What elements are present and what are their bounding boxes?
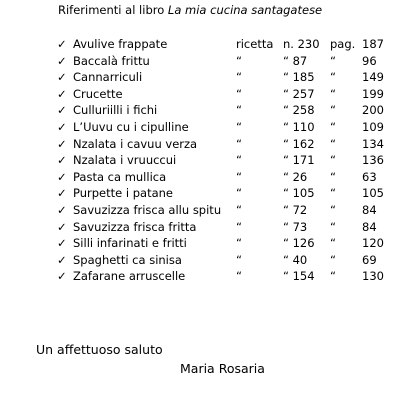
check-icon: ✓ xyxy=(57,269,67,284)
recipe-number: “ 171 xyxy=(283,153,315,168)
recipe-col-3: ricetta xyxy=(236,37,274,51)
recipe-title: Pasta ca mullica xyxy=(73,169,167,184)
recipe-page: 199 xyxy=(362,86,384,101)
recipe-number: “ 73 xyxy=(283,219,308,234)
recipe-col-5: “ xyxy=(330,202,336,217)
check-icon: ✓ xyxy=(57,136,67,151)
recipe-page: 187 xyxy=(362,37,384,51)
recipe-number: “ 257 xyxy=(283,86,315,101)
recipe-page: 134 xyxy=(362,136,384,151)
recipe-title: Savuzizza frisca fritta xyxy=(73,219,197,234)
recipe-page: 96 xyxy=(362,53,377,68)
closing-greeting: Un affettuoso saluto xyxy=(36,342,163,357)
recipe-title: Cannarriculi xyxy=(73,70,143,85)
recipe-col-3: “ xyxy=(236,169,242,184)
recipe-number: “ 154 xyxy=(283,269,315,284)
recipe-row xyxy=(0,152,405,169)
recipe-col-5: “ xyxy=(330,86,336,101)
recipe-number: “ 126 xyxy=(283,236,315,251)
recipe-row xyxy=(0,53,405,70)
recipe-row xyxy=(0,235,405,252)
recipe-number: “ 258 xyxy=(283,103,315,118)
recipe-title: Savuzizza frisca allu spitu xyxy=(73,202,222,217)
check-icon: ✓ xyxy=(57,252,67,267)
recipe-col-5: “ xyxy=(330,153,336,168)
recipe-row xyxy=(0,219,405,236)
recipe-col-3: “ xyxy=(236,86,242,101)
recipe-title: Silli infarinati e fritti xyxy=(73,236,187,251)
recipe-page: 130 xyxy=(362,269,384,284)
recipe-number: “ 162 xyxy=(283,136,315,151)
recipe-page: 63 xyxy=(362,169,377,184)
check-icon: ✓ xyxy=(57,103,67,118)
recipe-row xyxy=(0,268,405,285)
recipe-col-5: “ xyxy=(330,53,336,68)
check-icon: ✓ xyxy=(57,219,67,234)
recipe-number: n. 230 xyxy=(283,37,320,51)
recipe-col-5: pag. xyxy=(330,37,356,51)
recipe-number: “ 105 xyxy=(283,186,315,201)
recipe-number: “ 40 xyxy=(283,252,308,267)
recipe-col-5: “ xyxy=(330,136,336,151)
recipe-row xyxy=(0,252,405,269)
check-icon: ✓ xyxy=(57,119,67,134)
check-icon: ✓ xyxy=(57,70,67,85)
recipe-page: 120 xyxy=(362,236,384,251)
recipe-page: 69 xyxy=(362,252,377,267)
recipe-col-5: “ xyxy=(330,169,336,184)
recipe-col-3: “ xyxy=(236,252,242,267)
recipe-row xyxy=(0,169,405,186)
recipe-title: Zafarane arruscelle xyxy=(73,269,186,284)
recipe-col-3: “ xyxy=(236,202,242,217)
recipe-col-3: “ xyxy=(236,186,242,201)
recipe-title: Crucette xyxy=(73,86,123,101)
recipe-col-5: “ xyxy=(330,269,336,284)
check-icon: ✓ xyxy=(57,86,67,101)
check-icon: ✓ xyxy=(57,202,67,217)
heading-prefix: Riferimenti al libro xyxy=(58,3,165,17)
recipe-page: 84 xyxy=(362,202,377,217)
recipe-title: Baccalà frittu xyxy=(73,53,150,68)
recipe-col-3: “ xyxy=(236,219,242,234)
recipe-row xyxy=(0,102,405,119)
recipe-row xyxy=(0,185,405,202)
recipe-title: Culluriilli i fichi xyxy=(73,103,158,118)
recipe-col-5: “ xyxy=(330,252,336,267)
recipe-page: 200 xyxy=(362,103,384,118)
recipe-page: 136 xyxy=(362,153,384,168)
check-icon: ✓ xyxy=(57,37,67,51)
recipe-col-3: “ xyxy=(236,136,242,151)
recipe-page: 109 xyxy=(362,119,384,134)
recipe-col-3: “ xyxy=(236,236,242,251)
document-heading xyxy=(58,3,322,17)
check-icon: ✓ xyxy=(57,53,67,68)
recipe-page: 149 xyxy=(362,70,384,85)
recipe-row xyxy=(0,69,405,86)
check-icon: ✓ xyxy=(57,169,67,184)
recipe-col-5: “ xyxy=(330,186,336,201)
recipe-number: “ 87 xyxy=(283,53,308,68)
recipe-number: “ 26 xyxy=(283,169,308,184)
recipe-title: Avulive frappate xyxy=(73,37,168,51)
recipe-title: Purpette i patane xyxy=(73,186,173,201)
recipe-col-3: “ xyxy=(236,103,242,118)
recipe-col-3: “ xyxy=(236,119,242,134)
signature-name: Maria Rosaria xyxy=(180,361,265,376)
recipe-col-3: “ xyxy=(236,269,242,284)
recipe-page: 84 xyxy=(362,219,377,234)
recipe-page: 105 xyxy=(362,186,384,201)
recipe-title: Spaghetti ca sinisa xyxy=(73,252,182,267)
recipe-col-5: “ xyxy=(330,236,336,251)
check-icon: ✓ xyxy=(57,153,67,168)
recipe-list xyxy=(0,36,405,285)
recipe-title: L’Uuvu cu i cipulline xyxy=(73,119,189,134)
recipe-col-5: “ xyxy=(330,219,336,234)
recipe-row xyxy=(0,36,405,53)
recipe-row xyxy=(0,202,405,219)
recipe-row xyxy=(0,136,405,153)
book-title: La mia cucina santagatese xyxy=(167,3,323,17)
recipe-number: “ 185 xyxy=(283,70,315,85)
recipe-col-5: “ xyxy=(330,70,336,85)
recipe-number: “ 110 xyxy=(283,119,315,134)
recipe-col-5: “ xyxy=(330,103,336,118)
recipe-title: Nzalata i cavuu verza xyxy=(73,136,198,151)
recipe-col-3: “ xyxy=(236,153,242,168)
check-icon: ✓ xyxy=(57,236,67,251)
recipe-row xyxy=(0,119,405,136)
recipe-number: “ 72 xyxy=(283,202,308,217)
recipe-title: Nzalata i vruuccui xyxy=(73,153,177,168)
recipe-row xyxy=(0,86,405,103)
recipe-col-3: “ xyxy=(236,53,242,68)
recipe-col-5: “ xyxy=(330,119,336,134)
recipe-col-3: “ xyxy=(236,70,242,85)
check-icon: ✓ xyxy=(57,186,67,201)
